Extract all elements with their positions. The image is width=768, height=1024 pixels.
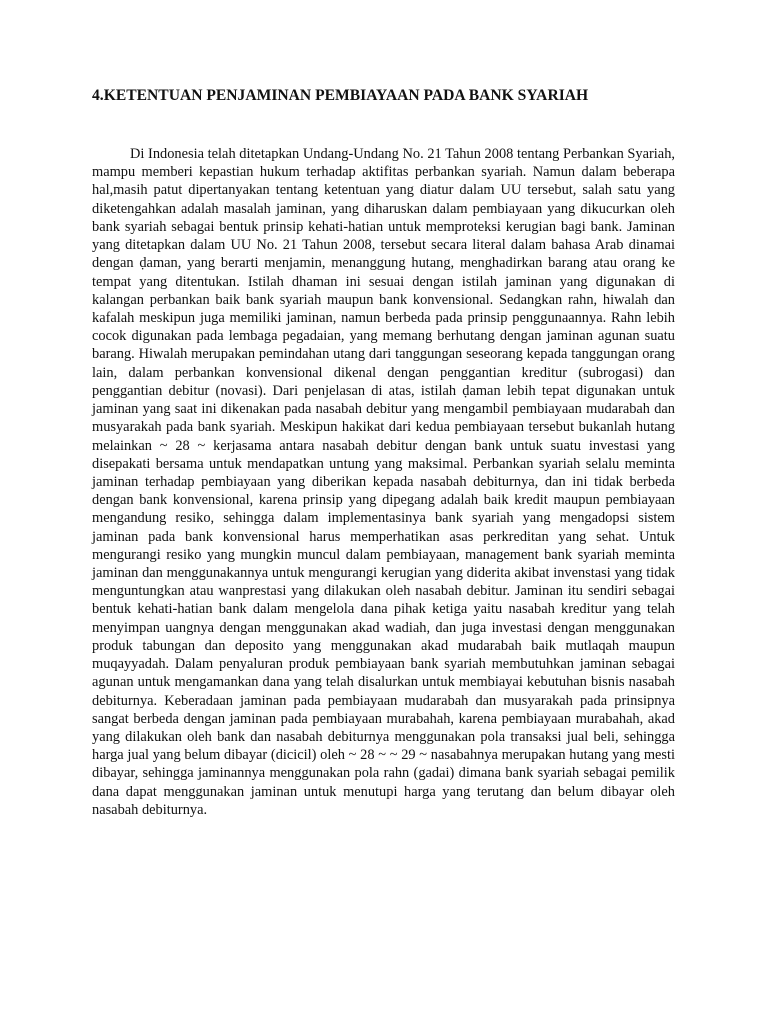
section-heading: 4.KETENTUAN PENJAMINAN PEMBIAYAAN PADA BANK SYARIAH — [92, 87, 589, 104]
body-paragraph: Di Indonesia telah ditetapkan Undang-Undang No. 21 Tahun 2008 tentang Perbankan Syariah, mampu memberi kepastian hukum terhadap aktifitas perbankan syariah. Namun dalam beberapa hal,masih patut dipertanyakan tentang ketentuan yang diatur dalam UU tersebut, salah satu yang diketengahkan adalah masalah jaminan, yang diharuskan dalam pembiayaan yang dikucurkan oleh bank syariah sebagai bentuk prinsip kehati-hatian untuk memproteksi kerugian bagi bank. Jaminan yang ditetapkan dalam UU No. 21 Tahun 2008, tersebut secara literal dalam bahasa Arab dinamai dengan ḍaman, yang berarti menjamin, menanggung hutang, menghadirkan barang atau orang ke tempat yang ditentukan. Istilah dhaman ini sesuai dengan istilah jaminan yang digunakan di kalangan perbankan baik bank syariah maupun bank konvensional. Sedangkan rahn, hiwalah dan kafalah meskipun juga memiliki jaminan, namun berbeda pada prinsip penggunaannya. Rahn lebih cocok digunakan pada lembaga pegadaian, yang memang berhutang dengan jaminan agunan suatu barang. Hiwalah merupakan pemindahan utang dari tanggungan seseorang kepada tanggungan orang lain, dalam perbankan konvensional dikenal dengan penggantian kreditur (subrogasi) dan penggantian debitur (novasi). Dari penjelasan di atas, istilah ḍaman lebih tepat digunakan untuk jaminan yang saat ini dikenakan pada nasabah debitur yang mengambil pembiayaan mudarabah dan musyarakah pada bank syariah. Meskipun hakikat dari kedua pembiayaan tersebut bukanlah hutang melainkan ~ 28 ~ kerjasama antara nasabah debitur dengan bank untuk suatu investasi yang disepakati bersama untuk mendapatkan untung yang maksimal. Perbankan syariah selalu meminta jaminan terhadap pembiayaan yang diberikan kepada nasabah debiturnya, dan ini tidak berbeda dengan bank konvensional, karena prinsip yang dipegang adalah baik kredit maupun pembiayaan mengandung resiko, sehingga dalam implementasinya bank syariah yang mengadopsi sistem jaminan pada bank konvensional harus memperhatikan asas perkreditan yang sehat. Untuk mengurangi resiko yang mungkin muncul dalam pembiayaan, management bank syariah meminta jaminan dan menggunakannya untuk mengurangi kerugian yang diderita akibat invenstasi yang tidak menguntungkan atau wanprestasi yang dilakukan oleh nasabah debitur. Jaminan itu sendiri sebagai bentuk kehati-hatian bank dalam mengelola dana pihak ketiga yaitu nasabah kreditur yang telah menyimpan uangnya dengan menggunakan akad wadiah, dan juga investasi dengan menggunakan produk tabungan dan deposito yang menggunakan akad mudarabah baik mutlaqah maupun muqayyadah. Dalam penyaluran produk pembiayaan bank syariah membutuhkan jaminan sebagai agunan untuk mengamankan dana yang telah disalurkan untuk membiayai kebutuhan bisnis nasabah debiturnya. Keberadaan jaminan pada pembiayaan mudarabah dan musyarakah pada prinsipnya sangat berbeda dengan jaminan pada pembiayaan murabahah, karena pembiayaan murabahah, akad yang dilakukan oleh bank dan nasabah debiturnya menggunakan pola transaksi jual beli, sehingga harga jual yang belum dibayar (dicicil) oleh ~ 28 ~ ~ 29 ~ nasabahnya merupakan hutang yang mesti dibayar, sehingga jaminannya menggunakan pola rahn (gadai) dimana bank syariah sebagai pemilik dana dapat menggunakan jaminan untuk menutupi harga yang terutang dan belum dibayar oleh nasabah debiturnya. — [92, 146, 675, 818]
